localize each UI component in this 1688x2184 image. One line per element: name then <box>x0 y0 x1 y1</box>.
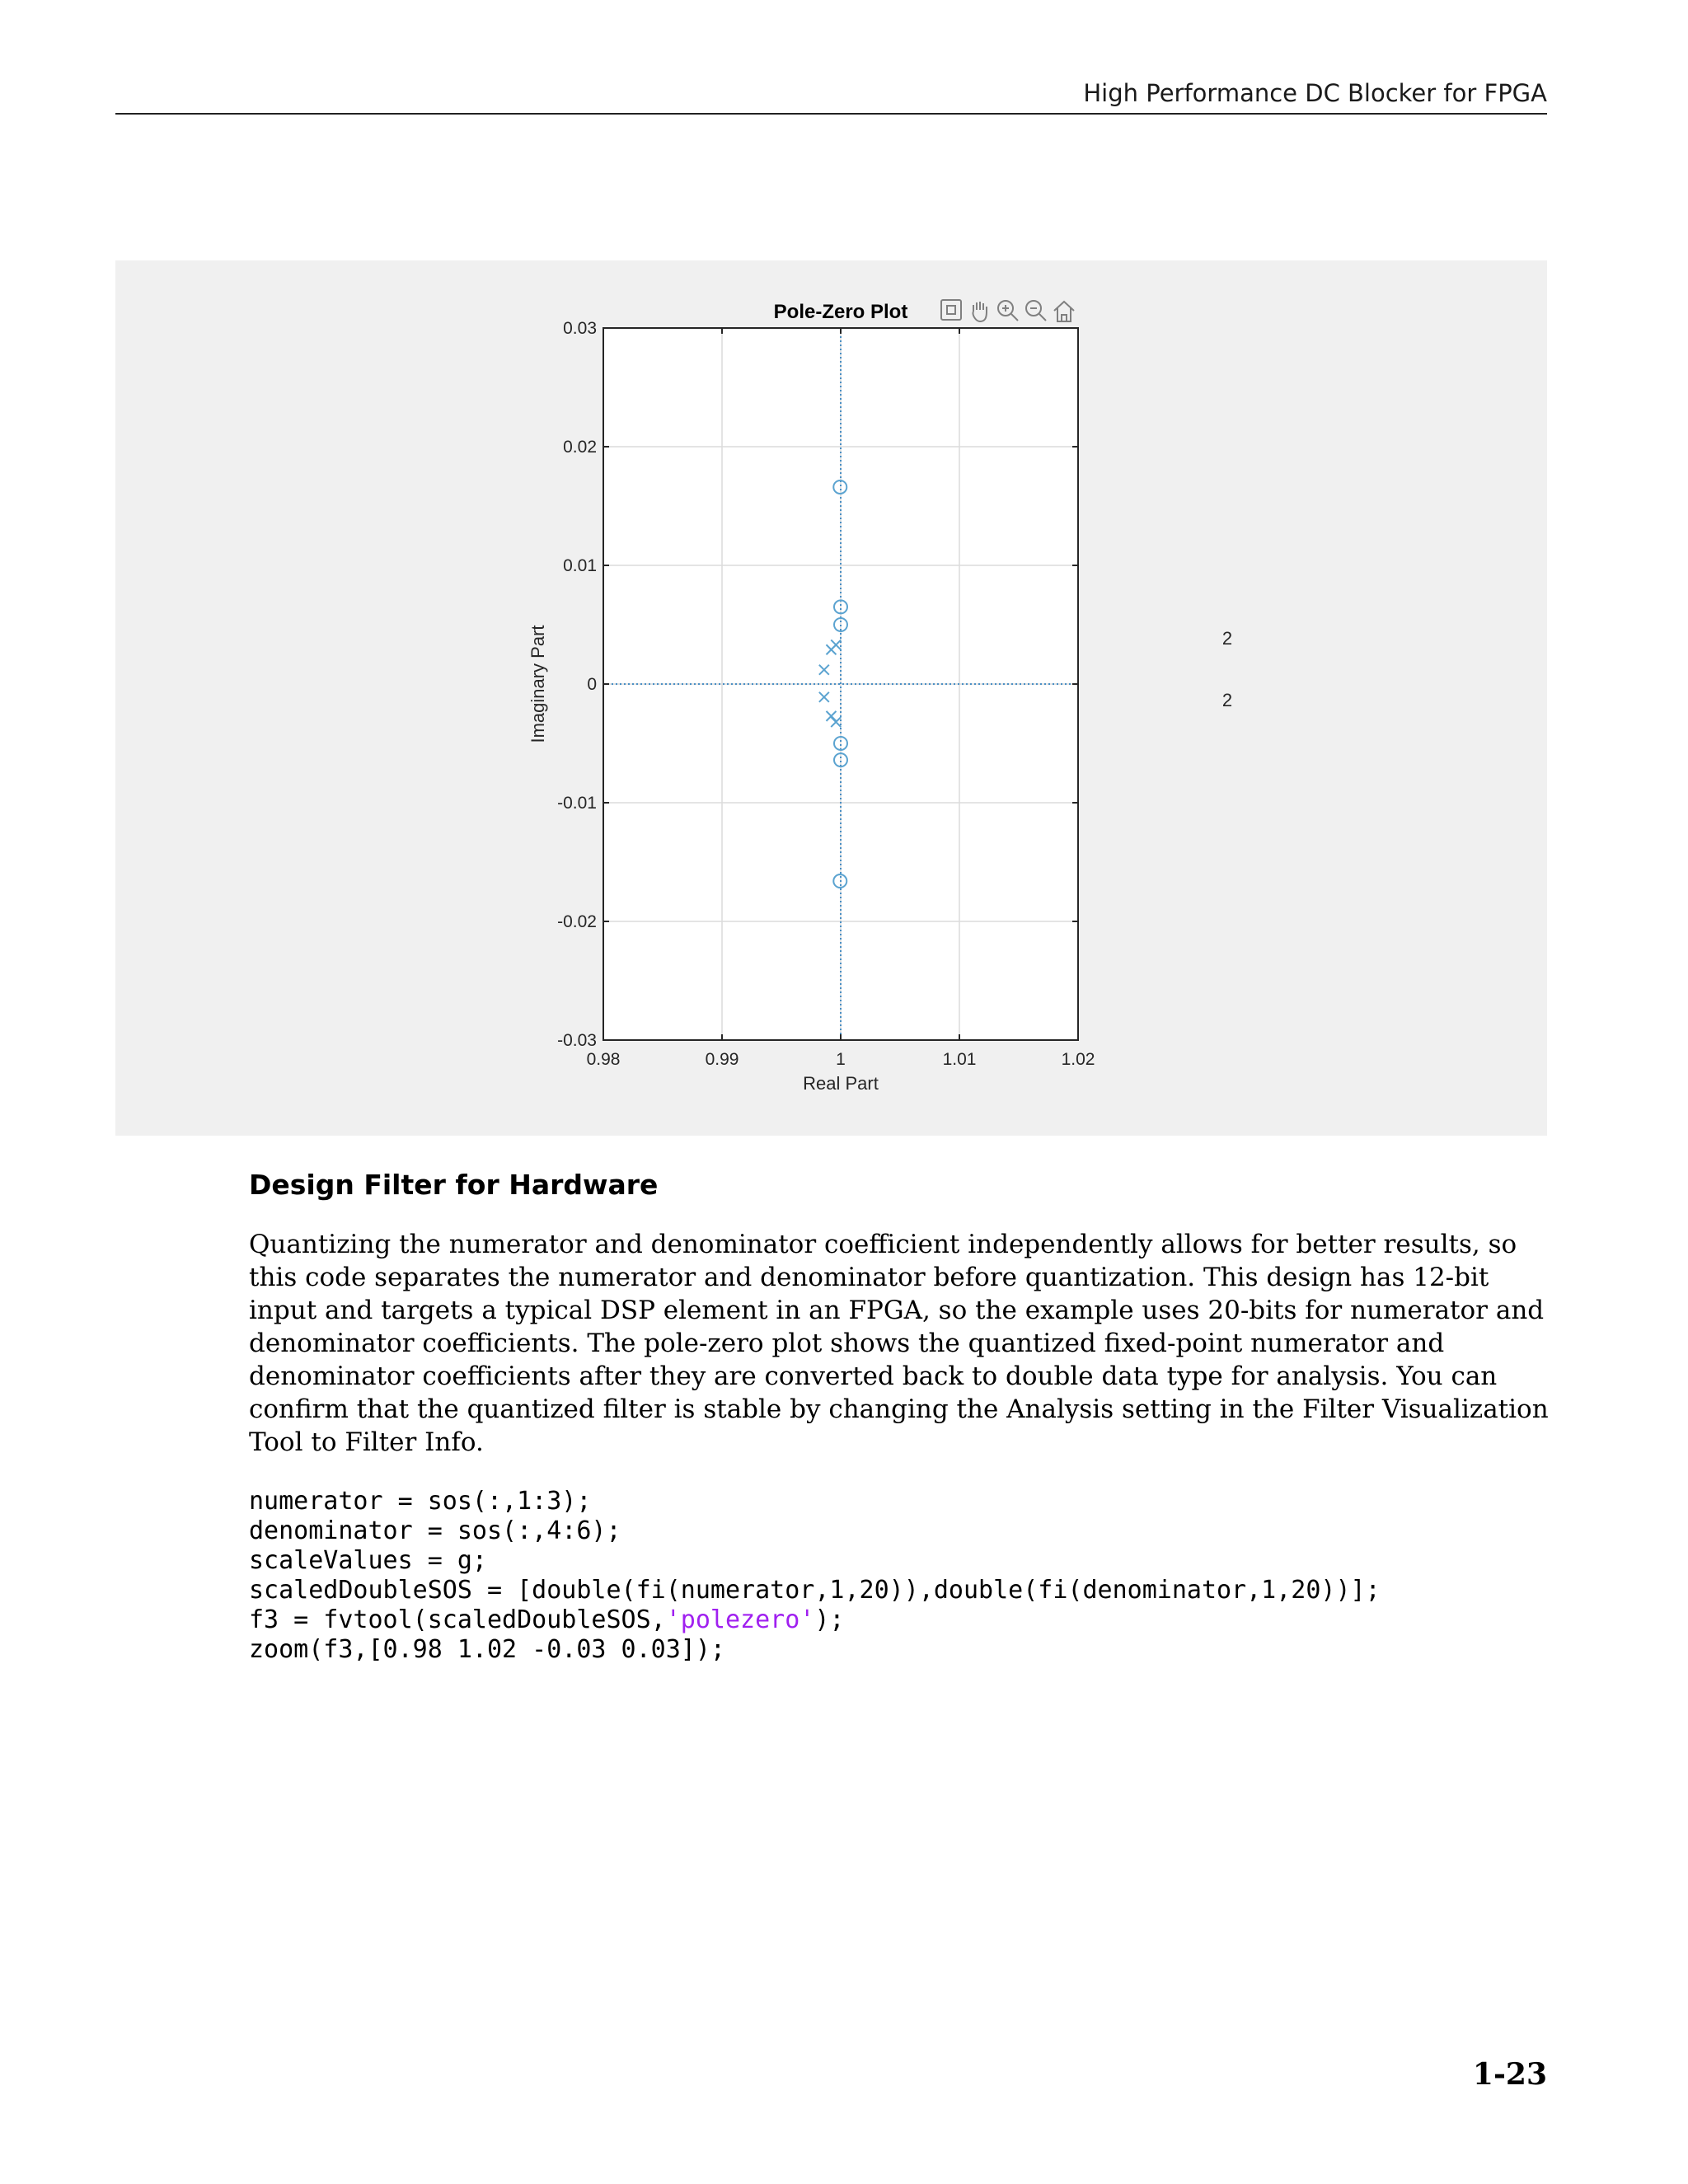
running-header: High Performance DC Blocker for FPGA <box>1083 79 1547 107</box>
multiplicity-label: 2 <box>1221 628 1233 649</box>
fit-view-inner <box>947 306 955 314</box>
house-shape <box>1054 302 1074 321</box>
home-icon <box>1054 302 1074 321</box>
code-line: scaleValues = g; <box>249 1546 487 1575</box>
code-line: numerator = sos(:,1:3); <box>249 1487 592 1516</box>
header-rule <box>115 113 1547 115</box>
pan-hand-icon <box>973 302 987 321</box>
x-tick-label: 0.98 <box>586 1050 621 1069</box>
zoom-out-icon <box>1026 301 1046 321</box>
x-tick-label: 1.02 <box>1061 1050 1095 1069</box>
magnifier-handle <box>1011 314 1018 321</box>
x-tick-label: 1.01 <box>942 1050 977 1069</box>
code-line: denominator = sos(:,4:6); <box>249 1516 621 1545</box>
body-paragraph: Quantizing the numerator and denominator coefficient independently allows for better results, so this code separates the numerator and denominator before quantization. This design has 12-bit input and targets a typical DSP element in an FPGA, so the example uses 20-bits for numerator and denominator coefficients. The pole-zero plot shows the quantized fixed-point numerator and denominator coefficients after they are converted back to double data type for analysis. You can confirm that the quantized filter is stable by changing the Analysis setting in the Filter Visualization Tool to Filter Info. <box>249 1230 1549 1457</box>
code-line <box>249 1605 844 1634</box>
code-line: zoom(f3,[0.98 1.02 -0.03 0.03]); <box>249 1635 725 1664</box>
y-axis-label: Imaginary Part <box>528 625 548 743</box>
y-tick-label: 0 <box>587 675 597 694</box>
y-tick-label: 0.01 <box>563 556 597 575</box>
x-axis-label: Real Part <box>803 1073 879 1094</box>
page-number: 1-23 <box>1472 2057 1547 2092</box>
y-tick-label: -0.03 <box>557 1031 597 1050</box>
fit-view-icon <box>941 300 961 320</box>
y-tick-label: 0.03 <box>563 319 597 338</box>
plot-toolbar <box>941 300 1074 321</box>
x-tick-label: 1 <box>836 1050 846 1069</box>
fit-view-frame <box>941 300 961 320</box>
magnifier-handle <box>1039 314 1046 321</box>
y-tick-label: 0.02 <box>563 438 597 457</box>
zoom-in-icon <box>998 301 1018 321</box>
y-tick-label: -0.01 <box>557 794 597 813</box>
chart-title: Pole-Zero Plot <box>773 301 908 323</box>
code-text: ); <box>814 1605 845 1634</box>
code-text: f3 = fvtool(scaledDoubleSOS, <box>249 1605 666 1634</box>
code-line: scaledDoubleSOS = [double(fi(numerator,1,20)),double(fi(denominator,1,20))]; <box>249 1576 1381 1605</box>
y-tick-label: -0.02 <box>557 912 597 931</box>
multiplicity-label: 2 <box>1221 690 1233 710</box>
code-block <box>249 1487 1381 1665</box>
hand-shape <box>973 302 987 321</box>
section-heading: Design Filter for Hardware <box>249 1169 659 1201</box>
pole-zero-plot <box>115 260 1547 1136</box>
x-tick-label: 0.99 <box>705 1050 739 1069</box>
figure-panel <box>115 260 1547 1136</box>
code-string: 'polezero' <box>665 1605 815 1634</box>
